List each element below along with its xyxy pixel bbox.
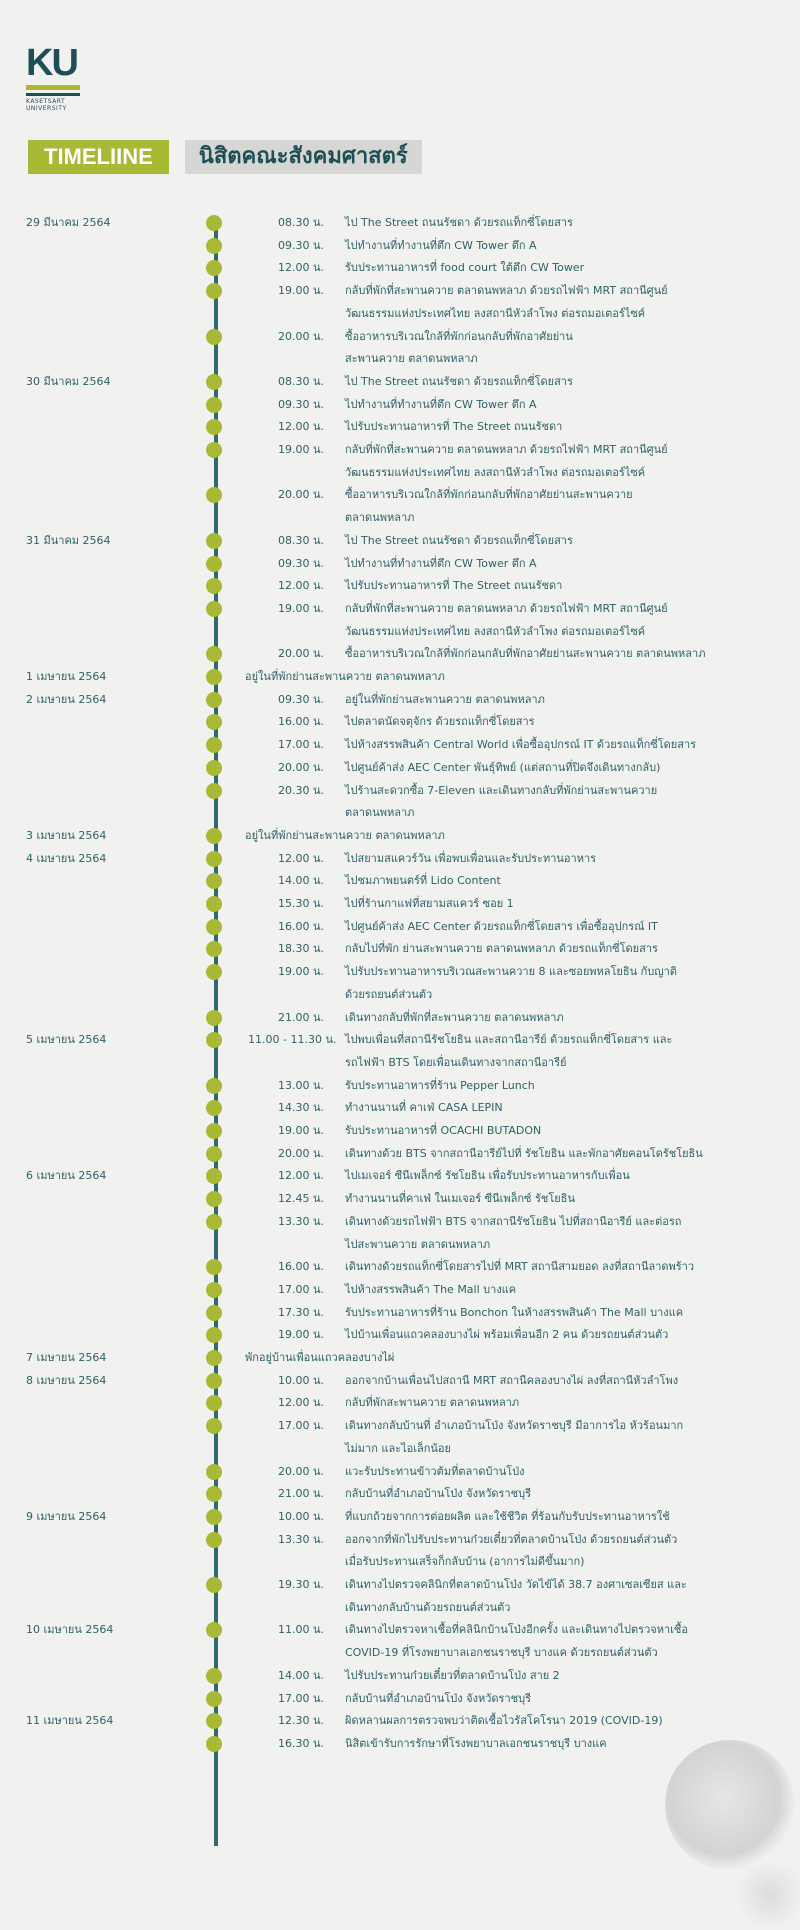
timeline-activity: ไปบ้านเพื่อนแถวคลองบางไผ่ พร้อมเพื่อนอีก 2 คน ด้วยรถยนต์ส่วนตัว [345, 1328, 669, 1342]
timeline-dot [206, 737, 222, 753]
timeline-row [0, 961, 800, 983]
timeline-dot [206, 215, 222, 231]
timeline-dot [206, 896, 222, 912]
timeline-dot [206, 1668, 222, 1684]
timeline-activity: รับประทานอาหารที่ร้าน Pepper Lunch [345, 1078, 535, 1092]
timeline-day-note: อยู่ในที่พักย่านสะพานควาย ตลาดนพหลาภ [245, 670, 445, 683]
timeline-activity: แวะรับประทานข้าวต้มที่ตลาดบ้านโป่ง [345, 1464, 525, 1478]
timeline-row [0, 1392, 800, 1414]
timeline-row [0, 1143, 800, 1165]
timeline-activity: ไปที่ร้านกาแฟที่สยามสแควร์ ซอย 1 [345, 897, 514, 910]
timeline-activity: ไปพบเพื่อนที่สถานีรัชโยธิน และสถานีอารีย์ ด้วยรถแท็กซี่โดยสาร และ [345, 1033, 673, 1047]
timeline-dot [206, 692, 222, 708]
timeline-activity: ที่แบกถ้วยจากการต่อยผลิต และใช้ชีวิต ที่ร้อนกับรับประทานอาหารใช้ [345, 1509, 670, 1523]
timeline-dot [206, 578, 222, 594]
logo-subtitle: KASETSART UNIVERSITY [26, 98, 67, 112]
timeline-date: 3 เมษายน 2564 [26, 828, 107, 842]
timeline-time: 14.30 น. [278, 1101, 325, 1115]
timeline-time: 13.30 น. [278, 1214, 325, 1228]
timeline-row [0, 1642, 800, 1664]
timeline-dot [206, 329, 222, 345]
timeline-time: 21.00 น. [278, 1010, 325, 1024]
logo-letters: KU [26, 42, 77, 84]
timeline-dot [206, 374, 222, 390]
timeline-activity: ด้วยรถยนต์ส่วนตัว [345, 987, 433, 1001]
timeline-dot [206, 919, 222, 935]
timeline-dot [206, 941, 222, 957]
timeline-dot [206, 442, 222, 458]
timeline-date: 9 เมษายน 2564 [26, 1509, 107, 1523]
timeline-dot [206, 964, 222, 980]
timeline-dot [206, 1146, 222, 1162]
timeline-dot [206, 1259, 222, 1275]
timeline-activity: วัฒนธรรมแห่งประเทศไทย ลงสถานีหัวลำโพง ต่อรถมอเตอร์ไซค์ [345, 624, 646, 638]
timeline-dot [206, 1214, 222, 1230]
timeline-row [0, 1438, 800, 1460]
timeline-activity: ซื้ออาหารบริเวณใกล้ที่พักก่อนกลับที่พักอาศัยย่านสะพานควาย ตลาดนพหลาภ [345, 647, 706, 661]
timeline-dot [206, 1713, 222, 1729]
timeline-row [0, 916, 800, 938]
timeline-activity: กลับที่พักที่สะพานควาย ตลาดนพหลาภ ด้วยรถไฟฟ้า MRT สถานีศูนย์ [345, 284, 668, 298]
timeline-activity: COVID-19 ที่โรงพยาบาลเอกชนราชบุรี บางแค ด้วยรถยนต์ส่วนตัว [345, 1646, 658, 1660]
timeline-time: 12.00 น. [278, 579, 325, 593]
timeline-time: 16.00 น. [278, 715, 325, 729]
timeline-dot [206, 646, 222, 662]
timeline-time: 17.00 น. [278, 1691, 325, 1705]
timeline-activity: ไปสะพานควาย ตลาดนพหลาภ [345, 1237, 491, 1251]
timeline-dot [206, 828, 222, 844]
timeline-activity: กลับที่พักที่สะพานควาย ตลาดนพหลาภ ด้วยรถไฟฟ้า MRT สถานีศูนย์ [345, 601, 668, 615]
timeline-activity: ไป The Street ถนนรัชดา ด้วยรถแท็กซี่โดยสาร [345, 374, 573, 388]
timeline-time: 20.30 น. [278, 783, 325, 797]
timeline-time: 11.00 น. [278, 1623, 325, 1637]
timeline-activity: ทำงานนานที่ คาเฟ่ CASA LEPIN [345, 1101, 503, 1115]
timeline-activity: ไปทำงานที่ทำงานที่ตึก CW Tower ตึก A [345, 397, 537, 411]
timeline-time: 13.00 น. [278, 1078, 325, 1092]
timeline-row [0, 1415, 800, 1437]
timeline-row [0, 1461, 800, 1483]
timeline-activity: รับประทานอาหารที่ร้าน Bonchon ในห้างสรรพสินค้า The Mall บางแค [345, 1305, 684, 1319]
timeline-time: 19.00 น. [278, 284, 325, 298]
timeline-time: 09.30 น. [278, 692, 325, 706]
timeline-row [0, 825, 800, 847]
timeline-row [0, 1029, 800, 1051]
timeline-activity: ไปตลาดนัดจตุจักร ด้วยรถแท็กซี่โดยสาร [345, 715, 535, 729]
timeline-time: 12.00 น. [278, 261, 325, 275]
timeline-row [0, 1052, 800, 1074]
timeline-date: 29 มีนาคม 2564 [26, 216, 111, 229]
timeline-activity: รับประทานอาหารที่ OCACHI BUTADON [345, 1124, 542, 1137]
timeline-activity: กลับบ้านที่อำเภอบ้านโป่ง จังหวัดราชบุรี [345, 1691, 531, 1705]
timeline-row [0, 848, 800, 870]
timeline-dot [206, 669, 222, 685]
timeline-time: 20.00 น. [278, 1146, 325, 1160]
timeline-time: 19.00 น. [278, 443, 325, 456]
timeline-row [0, 235, 800, 257]
timeline-activity: กลับที่พักสะพานควาย ตลาดนพหลาภ [345, 1396, 520, 1410]
timeline-row [0, 734, 800, 756]
timeline-time: 20.00 น. [278, 1464, 325, 1478]
timeline-date: 7 เมษายน 2564 [26, 1351, 107, 1364]
timeline-activity: เดินทางด้วยรถไฟฟ้า BTS จากสถานีรัชโยธิน ไปที่สถานีอารีย์ และต่อรถ [345, 1214, 682, 1228]
timeline-activity: เดินทางไปตรวจคลินิกที่ตลาดบ้านโป่ง วัดไข้ได้ 38.7 องศาเซลเซียส และ [345, 1578, 687, 1591]
timeline-row [0, 711, 800, 733]
timeline-dot [206, 1305, 222, 1321]
timeline-row [0, 1483, 800, 1505]
timeline-row [0, 1733, 800, 1755]
timeline-day-note: พักอยู่บ้านเพื่อนแถวคลองบางไผ่ [245, 1351, 395, 1364]
timeline-dot [206, 1282, 222, 1298]
timeline-activity: ไปรับประทานอาหารที่ The Street ถนนรัชดา [345, 579, 563, 593]
timeline-activity: ซื้ออาหารบริเวณใกล้ที่พักก่อนกลับที่พักอาศัยย่านสะพานควาย [345, 488, 633, 502]
timeline-dot [206, 760, 222, 776]
timeline-activity: ไปร้านสะดวกซื้อ 7-Eleven และเดินทางกลับที่พักย่านสะพานควาย [345, 783, 658, 797]
timeline-time: 10.00 น. [278, 1373, 325, 1387]
timeline-time: 17.00 น. [278, 1419, 325, 1433]
timeline-activity: ไปห้างสรรพสินค้า Central World เพื่อซื้ออุปกรณ์ IT ด้วยรถแท็กซี่โดยสาร [345, 738, 697, 752]
timeline-dot [206, 260, 222, 276]
timeline-date: 31 มีนาคม 2564 [26, 533, 111, 547]
timeline-activity: ตลาดนพหลาภ [345, 511, 415, 525]
timeline-dot [206, 1010, 222, 1026]
timeline-activity: ทำงานนานที่คาเฟ่ ในเมเจอร์ ซีนีเพล็กซ์ รัชโยธิน [345, 1192, 575, 1206]
timeline-title: TIMELIINE [28, 140, 169, 174]
timeline-time: 12.30 น. [278, 1714, 325, 1728]
timeline-dot [206, 556, 222, 572]
timeline-date: 5 เมษายน 2564 [26, 1033, 107, 1047]
timeline-row [0, 1688, 800, 1710]
timeline-row [0, 326, 800, 348]
timeline-time: 12.00 น. [278, 1169, 325, 1183]
timeline-activity: ไป The Street ถนนรัชดา ด้วยรถแท็กซี่โดยสาร [345, 216, 573, 229]
timeline-row [0, 1619, 800, 1641]
timeline-row [0, 303, 800, 325]
timeline-activity: เมื่อรับประทานเสร็จก็กลับบ้าน (อาการไม่ดีขึ้นมาก) [345, 1555, 585, 1569]
timeline-row [0, 643, 800, 665]
timeline-activity: ออกจากที่พักไปรับประทานก๋วยเตี๋ยวที่ตลาดบ้านโป่ง ด้วยรถยนต์ส่วนตัว [345, 1532, 678, 1546]
virus-decoration-small [735, 1860, 800, 1930]
timeline-row [0, 938, 800, 960]
logo-bar-green [26, 85, 80, 90]
timeline-time: 19.00 น. [278, 1124, 325, 1137]
timeline-time: 18.30 น. [278, 942, 325, 956]
timeline-time: 19.30 น. [278, 1578, 325, 1591]
timeline-dot [206, 533, 222, 549]
timeline-activity: ไปศูนย์ค้าส่ง AEC Center ด้วยรถแท็กซี่โดยสาร เพื่อซื้ออุปกรณ์ IT [345, 919, 658, 933]
timeline-row [0, 1370, 800, 1392]
timeline-time: 19.00 น. [278, 1328, 325, 1342]
timeline-dot [206, 1532, 222, 1548]
timeline-dot [206, 1395, 222, 1411]
timeline-row [0, 439, 800, 461]
timeline-activity: เดินทางด้วย BTS จากสถานีอารีย์ไปที่ รัชโยธิน และพักอาศัยคอนโดรัชโยธิน [345, 1146, 703, 1160]
timeline-row [0, 1347, 800, 1369]
timeline-time: 09.30 น. [278, 238, 325, 252]
timeline-time: 21.00 น. [278, 1487, 325, 1501]
timeline-time: 20.00 น. [278, 647, 325, 661]
timeline-row [0, 507, 800, 529]
timeline-activity: เดินทางไปตรวจหาเชื้อที่คลินิกบ้านโป่งอีกครั้ง และเดินทางไปตรวจหาเชื้อ [345, 1623, 688, 1637]
timeline-activity: ไป The Street ถนนรัชดา ด้วยรถแท็กซี่โดยสาร [345, 533, 573, 547]
timeline-date: 8 เมษายน 2564 [26, 1373, 107, 1387]
timeline-row [0, 1529, 800, 1551]
timeline-dot [206, 238, 222, 254]
timeline-row [0, 1256, 800, 1278]
timeline-time: 10.00 น. [278, 1509, 325, 1523]
timeline-time: 08.30 น. [278, 216, 325, 229]
timeline-activity: ไปรับประทานอาหารบริเวณสะพานควาย 8 และซอยพหลโยธิน กับญาติ [345, 965, 677, 979]
timeline-activity: เดินทางกลับบ้านที่ อำเภอบ้านโป่ง จังหวัดราชบุรี มีอาการไอ หัวร้อนมาก [345, 1419, 684, 1433]
timeline-time: 08.30 น. [278, 533, 325, 547]
timeline-activity: อยู่ในที่พักย่านสะพานควาย ตลาดนพหลาภ [345, 692, 545, 706]
timeline-activity: ซื้ออาหารบริเวณใกล้ที่พักก่อนกลับที่พักอาศัยย่าน [345, 329, 573, 343]
timeline-date: 1 เมษายน 2564 [26, 670, 107, 683]
timeline-dot [206, 1486, 222, 1502]
timeline-time: 20.00 น. [278, 760, 325, 774]
timeline-row [0, 621, 800, 643]
timeline-row [0, 689, 800, 711]
timeline-activity: กลับบ้านที่อำเภอบ้านโป่ง จังหวัดราชบุรี [345, 1487, 531, 1501]
timeline-dot [206, 1100, 222, 1116]
timeline-dot [206, 419, 222, 435]
timeline-activity: รถไฟฟ้า BTS โดยเพื่อนเดินทางจากสถานีอารีย์ [345, 1055, 567, 1069]
timeline-row [0, 1506, 800, 1528]
timeline-dot [206, 851, 222, 867]
timeline-activity: เดินทางกลับบ้านด้วยรถยนต์ส่วนตัว [345, 1600, 511, 1614]
timeline-time: 12.45 น. [278, 1192, 325, 1206]
timeline-dot [206, 1078, 222, 1094]
timeline-activity: เดินทางด้วยรถแท็กซี่โดยสารไปที่ MRT สถานีสามยอด ลงที่สถานีลาดพร้าว [345, 1260, 695, 1274]
timeline-row [0, 484, 800, 506]
timeline-activity: ไปห้างสรรพสินค้า The Mall บางแค [345, 1282, 517, 1296]
timeline-row [0, 348, 800, 370]
timeline-activity: ไปทำงานที่ทำงานที่ตึก CW Tower ตึก A [345, 556, 537, 570]
timeline-dot [206, 714, 222, 730]
timeline-dot [206, 1509, 222, 1525]
timeline-row [0, 780, 800, 802]
ku-logo [26, 44, 86, 112]
timeline-time: 16.30 น. [278, 1736, 325, 1750]
timeline-date: 10 เมษายน 2564 [26, 1623, 114, 1637]
timeline-row [0, 1551, 800, 1573]
timeline-time: 17.30 น. [278, 1305, 325, 1319]
timeline-row [0, 1075, 800, 1097]
timeline-date: 2 เมษายน 2564 [26, 692, 107, 706]
timeline-dot [206, 397, 222, 413]
timeline-activity: ออกจากบ้านเพื่อนไปสถานี MRT สถานีคลองบางไผ่ ลงที่สถานีหัวลำโพง [345, 1373, 679, 1387]
timeline-row [0, 394, 800, 416]
timeline-date: 11 เมษายน 2564 [26, 1714, 114, 1728]
timeline-row [0, 1665, 800, 1687]
timeline-dot [206, 1418, 222, 1434]
timeline-activity: ผิดหลานผลการตรวจพบว่าติดเชื้อไวรัสโคโรนา 2019 (COVID-19) [345, 1714, 663, 1728]
timeline-row [0, 575, 800, 597]
timeline-dot [206, 1350, 222, 1366]
timeline-activity: ไปรับประทานก๋วยเตี๋ยวที่ตลาดบ้านโป่ง สาย 2 [345, 1668, 560, 1682]
timeline-row [0, 1234, 800, 1256]
timeline-activity: วัฒนธรรมแห่งประเทศไทย ลงสถานีหัวลำโพง ต่อรถมอเตอร์ไซค์ [345, 465, 646, 479]
timeline-dot [206, 873, 222, 889]
timeline-activity: สะพานควาย ตลาดนพหลาภ [345, 352, 478, 366]
timeline-time: 15.30 น. [278, 897, 325, 910]
timeline-row [0, 802, 800, 824]
timeline-date: 6 เมษายน 2564 [26, 1169, 107, 1183]
timeline-time: 09.30 น. [278, 556, 325, 570]
timeline-activity: ไปศูนย์ค้าส่ง AEC Center พันธุ์ทิพย์ (แต่สถานที่ปิดจึงเดินทางกลับ) [345, 760, 661, 774]
timeline-row [0, 416, 800, 438]
timeline-time: 08.30 น. [278, 374, 325, 388]
timeline-row [0, 870, 800, 892]
timeline-activity: กลับที่พักที่สะพานควาย ตลาดนพหลาภ ด้วยรถไฟฟ้า MRT สถานีศูนย์ [345, 443, 668, 456]
timeline-dot [206, 1327, 222, 1343]
timeline-row [0, 257, 800, 279]
timeline-time: 12.00 น. [278, 420, 325, 434]
faculty-title: นิสิตคณะสังคมศาสตร์ [185, 140, 422, 174]
timeline-activity: ไปเมเจอร์ ซีนีเพล็กซ์ รัชโยธิน เพื่อรับประทานอาหารกับเพื่อน [345, 1169, 630, 1183]
timeline-time: 20.00 น. [278, 329, 325, 343]
timeline-time: 20.00 น. [278, 488, 325, 502]
timeline-time: 09.30 น. [278, 397, 325, 411]
timeline-dot [206, 1123, 222, 1139]
timeline-time: 14.00 น. [278, 874, 325, 888]
timeline-activity: ตลาดนพหลาภ [345, 806, 415, 820]
timeline-time: 16.00 น. [278, 919, 325, 933]
timeline-row [0, 1279, 800, 1301]
timeline-activity: นิสิตเข้ารับการรักษาที่โรงพยาบาลเอกชนราชบุรี บางแค [345, 1736, 607, 1750]
timeline-time: 19.00 น. [278, 965, 325, 979]
timeline-dot [206, 1168, 222, 1184]
timeline-dot [206, 783, 222, 799]
timeline-dot [206, 1577, 222, 1593]
timeline-dot [206, 1622, 222, 1638]
timeline-time: 17.00 น. [278, 738, 325, 752]
timeline-date: 30 มีนาคม 2564 [26, 374, 111, 388]
timeline-activity: วัฒนธรรมแห่งประเทศไทย ลงสถานีหัวลำโพง ต่อรถมอเตอร์ไซค์ [345, 306, 646, 320]
timeline-time: 12.00 น. [278, 1396, 325, 1410]
timeline-time: 14.00 น. [278, 1668, 325, 1682]
timeline-row [0, 530, 800, 552]
timeline-activity: ไปรับประทานอาหารที่ The Street ถนนรัชดา [345, 420, 563, 434]
timeline-dot [206, 487, 222, 503]
timeline-date: 4 เมษายน 2564 [26, 851, 107, 865]
timeline-time: 17.00 น. [278, 1282, 325, 1296]
timeline-activity: เดินทางกลับที่พักที่สะพานควาย ตลาดนพหลาภ [345, 1010, 564, 1024]
header [28, 140, 422, 174]
timeline-row [0, 1165, 800, 1187]
timeline-row [0, 212, 800, 234]
timeline-time: 16.00 น. [278, 1260, 325, 1274]
timeline-row [0, 598, 800, 620]
timeline-row [0, 371, 800, 393]
timeline-day-note: อยู่ในที่พักย่านสะพานควาย ตลาดนพหลาภ [245, 828, 445, 842]
timeline-row [0, 280, 800, 302]
timeline-dot [206, 1191, 222, 1207]
timeline-row [0, 1188, 800, 1210]
timeline-row [0, 553, 800, 575]
timeline-activity: ไม่มาก และไอเล็กน้อย [345, 1441, 451, 1455]
timeline-time: 19.00 น. [278, 601, 325, 615]
timeline-time: 13.30 น. [278, 1532, 325, 1546]
timeline-row [0, 984, 800, 1006]
timeline-time: 11.00 - 11.30 น. [248, 1033, 337, 1047]
timeline-dot [206, 1032, 222, 1048]
timeline-dot [206, 601, 222, 617]
timeline-activity: ไปทำงานที่ทำงานที่ตึก CW Tower ตึก A [345, 238, 537, 252]
logo-bar-teal [26, 93, 80, 96]
timeline-activity: ไปสยามสแควร์วัน เพื่อพบเพื่อนและรับประทานอาหาร [345, 851, 597, 865]
timeline-time: 12.00 น. [278, 851, 325, 865]
timeline-activity: ไปชมภาพยนตร์ที่ Lido Content [345, 874, 501, 888]
timeline-dot [206, 1691, 222, 1707]
timeline-row [0, 1007, 800, 1029]
timeline-row [0, 1574, 800, 1596]
timeline-dot [206, 1736, 222, 1752]
timeline-row [0, 1710, 800, 1732]
timeline-activity: กลับไปที่พัก ย่านสะพานควาย ตลาดนพหลาภ ด้วยรถแท็กซี่โดยสาร [345, 942, 658, 956]
timeline-dot [206, 283, 222, 299]
timeline-dot [206, 1373, 222, 1389]
timeline-row [0, 462, 800, 484]
timeline-row [0, 1120, 800, 1142]
timeline-row [0, 1211, 800, 1233]
virus-decoration [665, 1740, 795, 1870]
timeline-row [0, 1597, 800, 1619]
timeline-row [0, 1324, 800, 1346]
timeline-dot [206, 1464, 222, 1480]
timeline-activity: รับประทานอาหารที่ food court ใต้ตึก CW Tower [345, 261, 585, 275]
timeline-row [0, 666, 800, 688]
timeline-row [0, 1302, 800, 1324]
timeline-row [0, 1097, 800, 1119]
timeline-row [0, 757, 800, 779]
timeline-row [0, 893, 800, 915]
